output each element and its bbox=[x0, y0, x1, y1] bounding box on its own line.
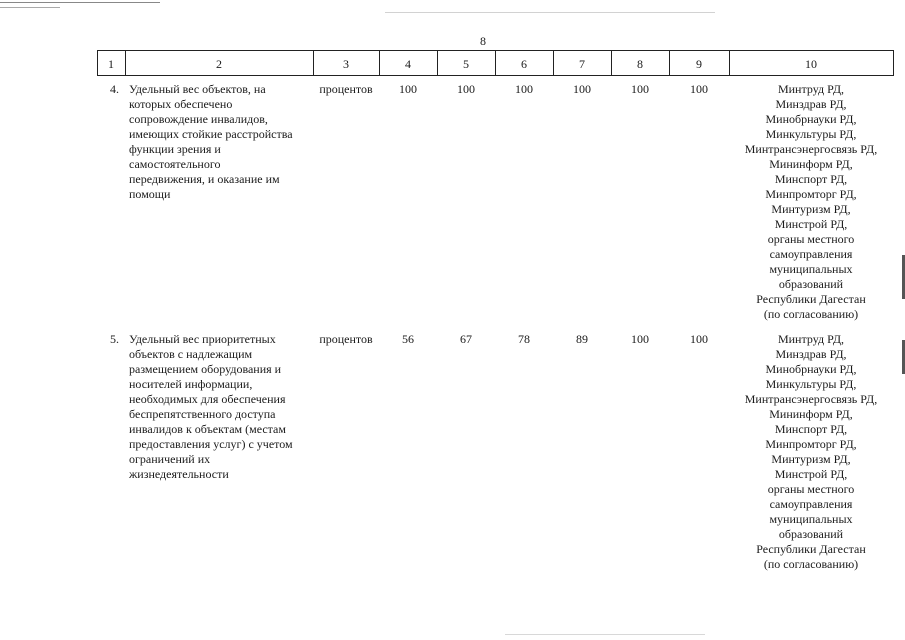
responsible-line: (по согласованию) bbox=[763, 307, 859, 321]
value-cell: 100 bbox=[399, 82, 417, 96]
description-line: носителей информации, bbox=[129, 377, 253, 391]
scan-artifact bbox=[505, 634, 705, 635]
responsible-line: (по согласованию) bbox=[763, 557, 859, 571]
description-line: размещением оборудования и bbox=[129, 362, 282, 376]
responsible-line: Республики Дагестан bbox=[756, 542, 866, 556]
value-cell: 89 bbox=[576, 332, 588, 346]
row-number: 4. bbox=[110, 82, 119, 96]
value-cell: 78 bbox=[518, 332, 530, 346]
responsible-line: муниципальных bbox=[769, 512, 853, 526]
description-line: ограничений их bbox=[129, 452, 211, 466]
column-header: 5 bbox=[463, 57, 469, 71]
column-divider bbox=[893, 50, 894, 76]
value-cell: 100 bbox=[573, 82, 591, 96]
description-line: имеющих стойкие расстройства bbox=[129, 127, 293, 141]
description-line: жизнедеятельности bbox=[129, 467, 229, 481]
responsible-line: Минпромторг РД, bbox=[765, 437, 857, 451]
unit-cell: процентов bbox=[319, 332, 373, 346]
responsible-line: Мининформ РД, bbox=[769, 407, 853, 421]
description-line: самостоятельного bbox=[129, 157, 221, 171]
description-line: Удельный вес приоритетных bbox=[129, 332, 276, 346]
responsible-line: Минкультуры РД, bbox=[765, 377, 857, 391]
responsible-line: Минспорт РД, bbox=[774, 172, 848, 186]
value-cell: 100 bbox=[690, 332, 708, 346]
responsible-line: Минкультуры РД, bbox=[765, 127, 857, 141]
responsible-line: Республики Дагестан bbox=[756, 292, 866, 306]
scan-artifact bbox=[385, 12, 715, 13]
description-line: которых обеспечено bbox=[129, 97, 233, 111]
responsible-line: Минтуризм РД, bbox=[771, 202, 851, 216]
scan-artifact bbox=[0, 2, 160, 3]
responsible-line: органы местного bbox=[767, 232, 855, 246]
description-line: беспрепятственного доступа bbox=[129, 407, 276, 421]
description-line: объектов с надлежащим bbox=[129, 347, 253, 361]
responsible-line: Минспорт РД, bbox=[774, 422, 848, 436]
responsible-line: органы местного bbox=[767, 482, 855, 496]
description-line: предоставления услуг) с учетом bbox=[129, 437, 293, 451]
responsible-line: Минтуризм РД, bbox=[771, 452, 851, 466]
scan-artifact bbox=[0, 7, 60, 8]
responsible-line: Минтруд РД, bbox=[777, 332, 845, 346]
column-header: 9 bbox=[696, 57, 702, 71]
row-number: 5. bbox=[110, 332, 119, 346]
responsible-line: Минтрансэнергосвязь РД, bbox=[744, 392, 878, 406]
responsible-list bbox=[729, 332, 893, 572]
column-header: 7 bbox=[579, 57, 585, 71]
description-line: Удельный вес объектов, на bbox=[129, 82, 266, 96]
responsible-line: Минобрнауки РД, bbox=[765, 362, 857, 376]
column-header: 6 bbox=[521, 57, 527, 71]
responsible-line: Минтруд РД, bbox=[777, 82, 845, 96]
column-header: 8 bbox=[637, 57, 643, 71]
description-line: функции зрения и bbox=[129, 142, 221, 156]
responsible-line: Минпромторг РД, bbox=[765, 187, 857, 201]
responsible-line: Минздрав РД, bbox=[775, 347, 847, 361]
column-header: 10 bbox=[805, 57, 817, 71]
responsible-line: Мининформ РД, bbox=[769, 157, 853, 171]
column-header: 2 bbox=[216, 57, 222, 71]
page-number: 8 bbox=[480, 34, 486, 48]
responsible-line: Минстрой РД, bbox=[774, 217, 848, 231]
responsible-line: муниципальных bbox=[769, 262, 853, 276]
value-cell: 100 bbox=[631, 332, 649, 346]
column-header: 3 bbox=[343, 57, 349, 71]
value-cell: 67 bbox=[460, 332, 472, 346]
responsible-line: Минздрав РД, bbox=[775, 97, 847, 111]
description-line: помощи bbox=[129, 187, 171, 201]
row-description bbox=[129, 332, 313, 482]
column-header: 1 bbox=[108, 57, 114, 71]
responsible-line: Минстрой РД, bbox=[774, 467, 848, 481]
description-line: инвалидов к объектам (местам bbox=[129, 422, 286, 436]
responsible-line: самоуправления bbox=[769, 247, 853, 261]
value-cell: 100 bbox=[515, 82, 533, 96]
value-cell: 56 bbox=[402, 332, 414, 346]
value-cell: 100 bbox=[631, 82, 649, 96]
responsible-line: Минобрнауки РД, bbox=[765, 112, 857, 126]
row-description bbox=[129, 82, 313, 202]
description-line: необходимых для обеспечения bbox=[129, 392, 286, 406]
description-line: сопровождение инвалидов, bbox=[129, 112, 268, 126]
responsible-line: образований bbox=[778, 277, 844, 291]
responsible-line: образований bbox=[778, 527, 844, 541]
description-line: передвижения, и оказание им bbox=[129, 172, 280, 186]
value-cell: 100 bbox=[690, 82, 708, 96]
value-cell: 100 bbox=[457, 82, 475, 96]
responsible-line: Минтрансэнергосвязь РД, bbox=[744, 142, 878, 156]
unit-cell: процентов bbox=[319, 82, 373, 96]
responsible-line: самоуправления bbox=[769, 497, 853, 511]
column-header: 4 bbox=[405, 57, 411, 71]
responsible-list bbox=[729, 82, 893, 322]
